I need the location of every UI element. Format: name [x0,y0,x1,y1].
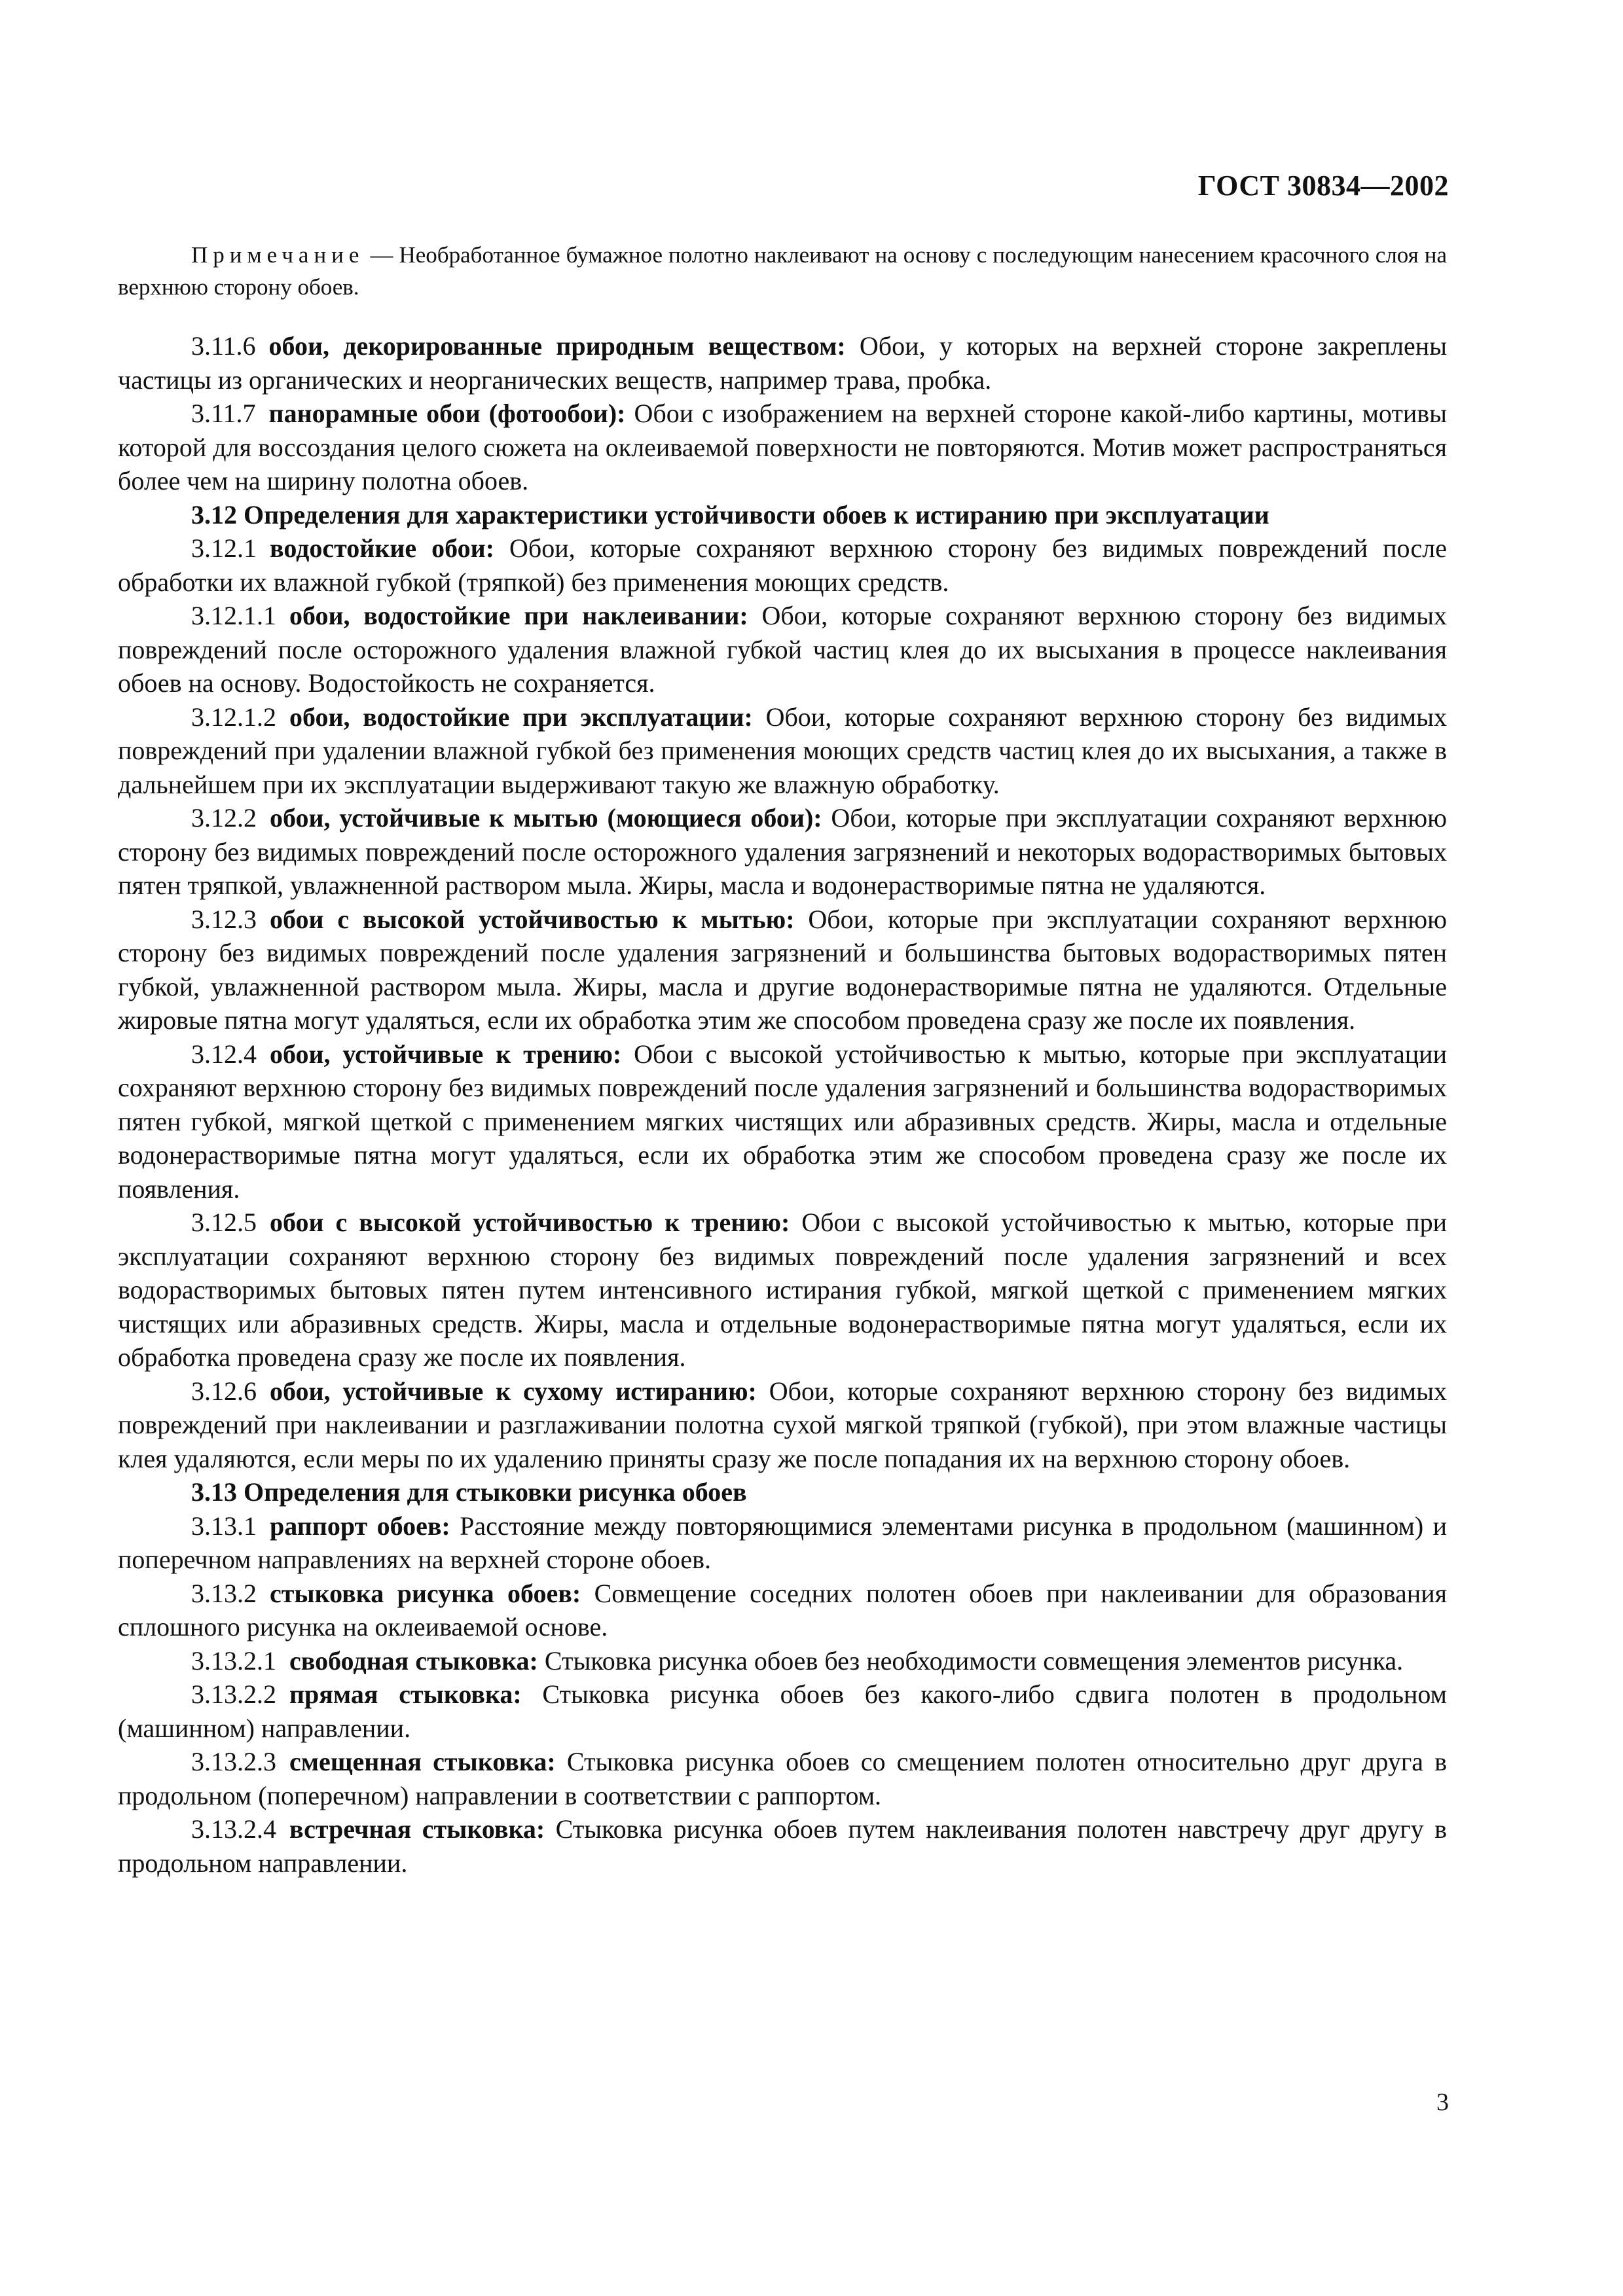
definition-paragraph [118,801,1447,903]
term: раппорт обоев: [270,1511,450,1541]
definition-text: Расстояние между повторяющимися элементами рисунка в продольном (машинном) и поперечном направлениях на верхней стороне обоев. [118,1511,1448,1574]
clause-number: 3.11.6 [191,331,256,361]
term: обои, устойчивые к мытью (моющиеся обои): [270,803,822,833]
term: обои, водостойкие при наклеивании: [289,601,748,630]
clause-number: 3.12.4 [191,1039,257,1069]
definition-paragraph [118,1577,1447,1644]
section-heading: 3.13 Определения для стыковки рисунка обоев [191,1477,747,1507]
term: обои, водостойкие при эксплуатации: [289,702,753,732]
page-header [1198,169,1449,202]
definition-text: Обои, у которых на верхней стороне закреплены частицы из органических и неорганических веществ, например трава, пробка. [118,331,1447,395]
definition-text: Обои, которые при эксплуатации сохраняют верхнюю сторону без видимых повреждений после осторожного удаления загрязнений и некоторых водорастворимых бытовых пятен тряпкой, увлажненной раствором мыла. Жиры, масла и водонерастворимые пятна не удаляются. [118,803,1447,900]
definition-paragraph [118,1374,1447,1476]
definition-paragraph [118,1509,1447,1577]
clause-number: 3.12.3 [191,904,257,934]
clause-number: 3.13.1 [191,1511,257,1541]
clause-number: 3.12.6 [191,1376,257,1406]
term: панорамные обои (фотообои): [268,399,626,428]
definition-text: Стыковка рисунка обоев путем наклеивания полотен навстречу друг другу в продольном направлении. [118,1814,1448,1878]
term: обои с высокой устойчивостью к мытью: [270,904,795,934]
definition-paragraph [118,329,1447,397]
term: встречная стыковка: [289,1814,545,1844]
definition-paragraph [118,1206,1447,1374]
clause-number: 3.12.1.1 [191,601,276,630]
definition-text: Стыковка рисунка обоев без необходимости совмещения элементов рисунка. [538,1645,1404,1676]
clause-number: 3.13.2.1 [191,1645,276,1676]
definitions-list [118,329,1447,1880]
definition-paragraph [118,1812,1447,1880]
document-id: ГОСТ 30834—2002 [1197,170,1449,202]
definition-paragraph [118,1037,1447,1206]
term: водостойкие обои: [270,533,495,563]
definition-paragraph [118,599,1447,700]
term: обои, устойчивые к сухому истиранию: [270,1376,757,1406]
clause-number: 3.13.2.3 [191,1747,276,1776]
clause-number: 3.13.2.2 [191,1679,276,1709]
clause-number: 3.12.1 [191,533,257,563]
definition-text: Стыковка рисунка обоев со смещением полотен относительно друг друга в продольном (поперечном) направлении в соответствии с раппортом. [118,1747,1448,1810]
term: стыковка рисунка обоев: [270,1578,581,1608]
definition-text: Обои, которые сохраняют верхнюю сторону без видимых повреждений после осторожного удаления влажной губкой частиц клея до их высыхания в процессе наклеивания обоев на основу. Водостойкость не сохраняется. [118,601,1447,698]
definition-text: Обои, которые при эксплуатации сохраняют верхнюю сторону без видимых повреждений после удаления загрязнений и большинства бытовых водорастворимых пятен губкой, увлажненной раствором мыла. Жиры, масла и другие водонерастворимые пятна не удаляются. Отдельные жировые пятна могут удаляться, если их обработка этим же способом проведена сразу же после их появления. [118,904,1447,1035]
definition-paragraph [118,397,1447,498]
term: обои, декорированные природным веществом: [268,331,846,361]
definition-text: Совмещение соседних полотен обоев при наклеивании для образования сплошного рисунка на оклеиваемой основе. [118,1578,1448,1641]
definition-text: Обои, которые сохраняют верхнюю сторону без видимых повреждений после обработки их влажной губкой (тряпкой) без применения моющих средств. [118,533,1447,597]
clause-number: 3.12.5 [191,1208,257,1237]
definition-text: Стыковка рисунка обоев без какого-либо сдвига полотен в продольном (машинном) направлении. [118,1679,1447,1743]
page-content [118,239,1447,1880]
note-label: Примечание [191,242,365,268]
definition-text: Обои с изображением на верхней стороне какой-либо картины, мотивы которой для воссоздания целого сюжета на оклеиваемой поверхности не повторяются. Мотив может распространяться более чем на ширину полотна обоев. [118,399,1448,495]
clause-number: 3.13.2 [191,1578,257,1608]
term: свободная стыковка: [289,1645,538,1676]
section-heading: 3.12 Определения для характеристики устойчивости обоев к истиранию при эксплуатации [191,499,1269,529]
page-number: 3 [1436,2089,1449,2116]
definition-text: Обои с высокой устойчивостью к мытью, которые при эксплуатации сохраняют верхнюю сторону без видимых повреждений после удаления загрязнений и большинства водорастворимых пятен губкой, мягкой щеткой с применением мягких чистящих или абразивных средств. Жиры, масла и отдельные водонерастворимые пятна могут удаляться, если их обработка этим же способом проведена сразу же после их появления. [118,1039,1447,1204]
definition-paragraph [118,903,1447,1037]
clause-number: 3.12.1.2 [191,702,276,732]
clause-number: 3.13.2.4 [191,1814,276,1844]
definition-text: Обои с высокой устойчивостью к мытью, которые при эксплуатации сохраняют верхнюю сторону без видимых повреждений после удаления загрязнений и всех водорастворимых бытовых пятен путем интенсивного истирания губкой, мягкой щеткой с применением мягких чистящих или абразивных средств. Жиры, масла и отдельные водонерастворимые пятна могут удаляться, если их обработка проведена сразу же после их появления. [118,1208,1447,1372]
term: прямая стыковка: [289,1679,522,1709]
note-text: — Необработанное бумажное полотно наклеивают на основу с последующим нанесением красочного слоя на верхнюю сторону обоев. [118,242,1447,300]
term: обои с высокой устойчивостью к трению: [270,1208,790,1237]
definition-text: Обои, которые сохраняют верхнюю сторону без видимых повреждений при наклеивании и разглаживании полотна сухой мягкой тряпкой (губкой), при этом влажные частицы клея удаляются, если меры по их удалению приняты сразу же после попадания их на верхнюю сторону обоев. [118,1376,1447,1473]
definition-paragraph [118,1677,1447,1745]
definition-paragraph [118,700,1447,802]
clause-number: 3.11.7 [191,399,256,428]
definition-paragraph [118,1644,1447,1678]
definition-paragraph [118,1745,1447,1812]
note-paragraph [118,239,1447,303]
definition-text: Обои, которые сохраняют верхнюю сторону без видимых повреждений при удалении влажной губкой без применения моющих средств частиц клея до их высыхания, а также в дальнейшем при их эксплуатации выдерживают такую же влажную обработку. [118,702,1447,799]
clause-number: 3.12.2 [191,803,257,833]
term: смещенная стыковка: [289,1747,556,1776]
definition-paragraph [118,531,1447,599]
term: обои, устойчивые к трению: [270,1039,622,1069]
